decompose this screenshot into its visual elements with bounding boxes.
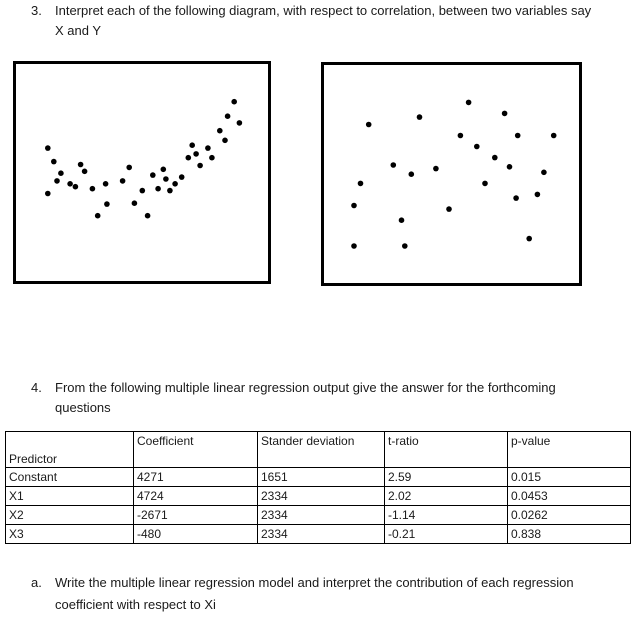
scatter-point xyxy=(155,186,161,192)
scatter-point xyxy=(51,159,57,165)
table-row xyxy=(6,525,631,544)
scatter-point xyxy=(73,184,79,190)
scatter-point xyxy=(366,122,372,128)
scatter-left-canvas xyxy=(16,64,268,281)
scatter-point xyxy=(95,213,101,219)
scatter-point xyxy=(526,236,532,242)
regression-output-table xyxy=(5,431,631,544)
scatter-point xyxy=(417,114,423,120)
scatter-point xyxy=(391,162,397,168)
table-header-cell: p-value xyxy=(508,432,631,468)
scatter-point xyxy=(140,188,146,194)
scatter-diagram-right xyxy=(321,62,582,286)
scatter-point xyxy=(132,200,138,206)
scatter-point xyxy=(67,181,73,187)
question-a-text-line2: coefficient with respect to Xi xyxy=(55,597,216,612)
scatter-point xyxy=(513,195,519,201)
scatter-point xyxy=(492,155,498,161)
scatter-diagram-left xyxy=(13,61,271,284)
scatter-point xyxy=(103,181,109,187)
scatter-point xyxy=(163,176,169,182)
scatter-point xyxy=(189,142,195,148)
scatter-right-canvas xyxy=(324,65,579,283)
scatter-point xyxy=(120,178,126,184)
scatter-point xyxy=(186,155,192,161)
table-cell: 4271 xyxy=(134,468,258,487)
scatter-point xyxy=(145,213,151,219)
table-cell: 0.838 xyxy=(508,525,631,544)
table-cell: 1651 xyxy=(258,468,385,487)
scatter-point xyxy=(358,181,364,187)
question-3-number: 3. xyxy=(31,3,42,18)
scatter-point xyxy=(167,188,173,194)
table-cell: -480 xyxy=(134,525,258,544)
scatter-point xyxy=(351,243,357,249)
table-cell: 2334 xyxy=(258,525,385,544)
question-a-letter: a. xyxy=(31,575,42,590)
scatter-point xyxy=(507,164,513,170)
table-cell: X1 xyxy=(6,487,134,506)
scatter-point xyxy=(515,133,521,139)
question-4-number: 4. xyxy=(31,380,42,395)
scatter-point xyxy=(482,181,488,187)
table-row xyxy=(6,487,631,506)
table-cell: 0.0262 xyxy=(508,506,631,525)
scatter-point xyxy=(45,145,51,151)
scatter-point xyxy=(458,133,464,139)
scatter-point xyxy=(179,174,185,180)
table-header-row xyxy=(6,432,631,468)
scatter-point xyxy=(474,144,480,150)
scatter-point xyxy=(551,133,557,139)
table-cell: 2.02 xyxy=(385,487,508,506)
table-cell: 2.59 xyxy=(385,468,508,487)
question-4-text-line2: questions xyxy=(55,400,111,415)
scatter-point xyxy=(237,120,243,126)
table-header-cell: Stander deviation xyxy=(258,432,385,468)
table-cell: 4724 xyxy=(134,487,258,506)
scatter-point xyxy=(54,178,60,184)
scatter-point xyxy=(172,181,178,187)
scatter-point xyxy=(231,99,237,105)
scatter-point xyxy=(466,100,472,106)
predictor-label: Predictor xyxy=(9,452,58,466)
scatter-point xyxy=(541,170,547,176)
table-cell: 2334 xyxy=(258,487,385,506)
table-cell: 0.0453 xyxy=(508,487,631,506)
scatter-point xyxy=(399,217,405,223)
table-header-cell: t-ratio xyxy=(385,432,508,468)
scatter-point xyxy=(197,163,203,169)
scatter-point xyxy=(446,206,452,212)
scatter-point xyxy=(222,138,228,144)
scatter-point xyxy=(409,171,415,177)
scatter-point xyxy=(126,165,132,171)
question-4-text-line1: From the following multiple linear regression output give the answer for the forthcoming xyxy=(55,380,556,395)
table-cell: X2 xyxy=(6,506,134,525)
question-3-text-line2: X and Y xyxy=(55,23,102,38)
scatter-point xyxy=(58,170,64,176)
scatter-point xyxy=(535,192,541,198)
scatter-point xyxy=(45,191,51,197)
scatter-point xyxy=(82,169,88,175)
table-cell: -1.14 xyxy=(385,506,508,525)
table-header-cell xyxy=(6,432,134,468)
scatter-point xyxy=(209,155,215,161)
question-a-text-line1: Write the multiple linear regression model and interpret the contribution of each regression xyxy=(55,575,574,590)
scatter-point xyxy=(78,162,84,168)
scatter-point xyxy=(217,128,223,134)
table-cell: X3 xyxy=(6,525,134,544)
table-cell: Constant xyxy=(6,468,134,487)
table-cell: 2334 xyxy=(258,506,385,525)
scatter-point xyxy=(433,166,439,172)
scatter-point xyxy=(150,172,156,178)
scatter-point xyxy=(161,167,167,173)
scatter-point xyxy=(104,201,110,207)
question-3-text-line1: Interpret each of the following diagram, with respect to correlation, between two variables say xyxy=(55,3,592,18)
scatter-point xyxy=(90,186,96,192)
table-row xyxy=(6,468,631,487)
table-cell: 0.015 xyxy=(508,468,631,487)
table-cell: -0.21 xyxy=(385,525,508,544)
scatter-point xyxy=(193,151,199,157)
scatter-point xyxy=(351,203,357,209)
table-header-cell: Coefficient xyxy=(134,432,258,468)
scatter-point xyxy=(502,111,508,117)
scatter-point xyxy=(225,113,231,119)
table-row xyxy=(6,506,631,525)
table-cell: -2671 xyxy=(134,506,258,525)
scatter-point xyxy=(402,243,408,249)
scatter-point xyxy=(205,145,211,151)
